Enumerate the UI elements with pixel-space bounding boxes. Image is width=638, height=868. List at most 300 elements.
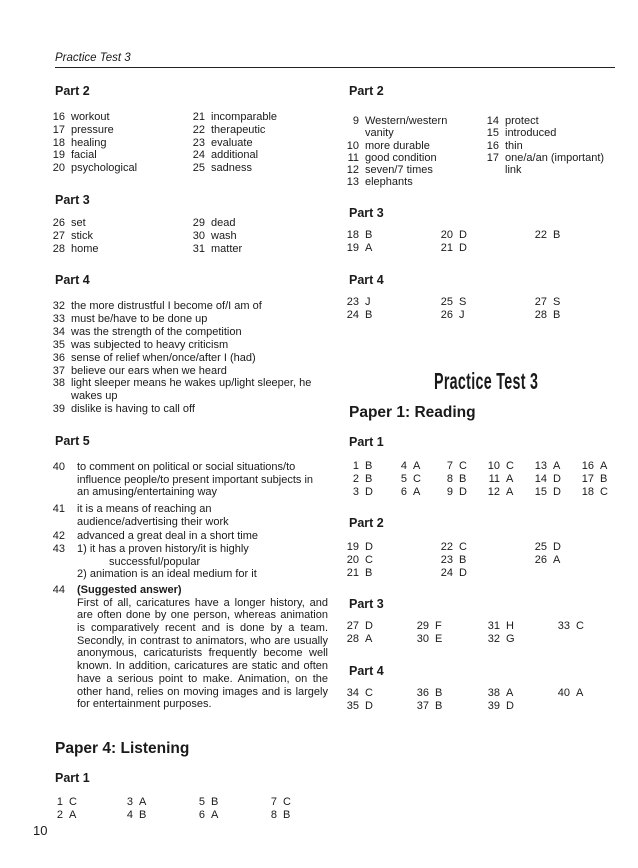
item-number: 21	[346, 567, 359, 579]
item-answer: matter	[211, 242, 243, 255]
item-answer: G	[506, 633, 515, 645]
list-item	[187, 217, 242, 230]
item-answer: B	[435, 687, 443, 699]
item-number: 15	[486, 127, 499, 140]
item-number: 14	[486, 115, 499, 127]
item-number: 28	[346, 633, 359, 645]
item-number: 33	[52, 312, 65, 325]
answer-40	[47, 461, 327, 499]
item-answer: wash	[211, 229, 237, 242]
item-answer: C	[459, 460, 467, 472]
answer-item	[482, 486, 513, 499]
answer-item	[341, 229, 372, 242]
answer-item	[341, 486, 373, 499]
answer-item	[529, 296, 560, 309]
item-answer: introduced	[505, 127, 557, 140]
answer-item	[389, 460, 420, 473]
list-item	[341, 140, 447, 152]
answer-item	[482, 460, 514, 473]
item-answer: A	[139, 796, 147, 808]
item-answer: J	[365, 296, 371, 308]
answer-item	[435, 473, 466, 486]
item-answer: A	[69, 809, 77, 821]
item-answer: C	[69, 796, 77, 808]
item-answer: D	[506, 700, 514, 712]
list-item	[481, 152, 604, 164]
paper4-part1-answers	[45, 796, 315, 826]
item-number: 26	[440, 308, 453, 321]
item-answer: D	[553, 486, 561, 498]
answer-item	[45, 796, 77, 809]
item-number: 7	[446, 460, 453, 472]
list-item	[481, 164, 604, 176]
item-number: 8	[446, 473, 453, 485]
item-number: 16	[486, 139, 499, 152]
answer-42	[47, 530, 327, 543]
item-answer: D	[365, 620, 373, 632]
item-answer: H	[506, 620, 514, 632]
item-answer: A	[365, 241, 373, 254]
paper4-title: Paper 4: Listening	[55, 740, 190, 757]
left-part5-title: Part 5	[55, 434, 90, 448]
answer-item	[529, 554, 560, 567]
item-number: 10	[487, 460, 500, 472]
answer-item	[341, 242, 372, 255]
answer-44-label: (Suggested answer)	[77, 584, 182, 596]
answer-item	[411, 700, 442, 713]
item-number: 5	[400, 473, 407, 485]
list-item	[47, 162, 137, 175]
item-answer: B	[459, 554, 467, 566]
paper1-part2-answers	[341, 541, 626, 583]
item-number: 4	[126, 809, 133, 821]
answer-item	[435, 296, 466, 309]
answer-item	[552, 620, 584, 633]
answer-44-text: First of all, caricatures have a longer history, and are often done by one person, whereas animation is comparatively recent and is done by a team. Secondly, in contrast to animators, who are usually anonymous, caricaturists frequently become well known. In addition, caricatures are static and often have a serious point to make. Animation, on the other hand, relies on moving images and is largely for entertainment purposes.	[77, 596, 328, 711]
answer-43-line2: successful/popular	[109, 555, 201, 568]
paper1-title: Paper 1: Reading	[349, 404, 476, 421]
item-number: 30	[192, 229, 205, 242]
item-number: 22	[534, 229, 547, 241]
item-answer: S	[553, 296, 561, 308]
answer-43-number: 43	[52, 543, 65, 555]
item-number: 20	[440, 229, 453, 241]
answer-43-line1: 1) it has a proven history/it is highly	[77, 543, 249, 555]
answer-item	[529, 473, 561, 486]
item-number: 27	[534, 296, 547, 308]
item-number: 9	[446, 486, 453, 498]
list-item	[341, 127, 447, 139]
running-head: Practice Test 3	[55, 52, 131, 64]
item-number: 16	[581, 460, 594, 472]
item-answer: D	[365, 541, 373, 553]
list-item	[187, 137, 277, 150]
list-item	[47, 149, 137, 162]
answer-item	[115, 809, 146, 822]
item-answer: sadness	[211, 162, 252, 175]
answer-41-number: 41	[52, 503, 65, 515]
item-number: 37	[416, 700, 429, 712]
list-item	[47, 313, 311, 326]
item-answer: S	[459, 296, 467, 308]
item-answer: wakes up	[71, 390, 118, 403]
paper1-part1-answers	[341, 460, 626, 502]
item-answer: psychological	[71, 162, 138, 175]
item-number: 7	[270, 796, 277, 808]
left-part2-title: Part 2	[55, 84, 90, 98]
item-number: 1	[352, 460, 359, 472]
item-answer: F	[435, 620, 442, 632]
paper1-part2-title: Part 2	[349, 516, 384, 530]
answer-item	[187, 796, 218, 809]
item-number: 12	[487, 486, 500, 498]
item-answer: pressure	[71, 123, 114, 136]
item-number: 33	[557, 620, 570, 632]
item-number: 28	[534, 308, 547, 321]
item-number: 38	[487, 687, 500, 699]
list-item	[187, 111, 277, 124]
item-answer: C	[283, 796, 291, 808]
answer-item	[435, 460, 467, 473]
item-answer: B	[553, 308, 561, 321]
left-part2-col1	[47, 111, 137, 175]
list-item	[187, 162, 277, 175]
item-answer: A	[365, 633, 373, 645]
answer-item	[482, 687, 513, 700]
item-answer: additional	[211, 149, 259, 162]
paper4-part1-title: Part 1	[55, 771, 90, 785]
answer-43	[47, 543, 327, 581]
answer-item	[411, 633, 442, 646]
item-number: 3	[352, 486, 359, 498]
right-part2-col2	[481, 115, 604, 176]
item-answer: A	[506, 486, 514, 498]
item-answer: healing	[71, 136, 107, 149]
item-number: 25	[192, 162, 205, 175]
answer-item	[341, 687, 373, 700]
item-answer: workout	[71, 111, 110, 123]
answer-item	[341, 296, 371, 309]
item-answer: A	[553, 460, 561, 472]
item-number: 20	[346, 554, 359, 566]
item-answer: D	[459, 486, 467, 498]
item-answer: thin	[505, 139, 523, 152]
item-number: 24	[346, 308, 359, 321]
item-answer: C	[506, 460, 514, 472]
item-answer: B	[211, 796, 219, 808]
item-number: 26	[52, 217, 65, 229]
item-answer: the more distrustful I become of/I am of	[71, 300, 262, 312]
item-answer: Western/western	[365, 115, 448, 127]
item-number: 2	[352, 473, 359, 485]
answer-item	[389, 473, 421, 486]
answer-item	[576, 473, 607, 486]
item-answer: D	[459, 241, 467, 254]
item-number: 18	[581, 486, 594, 498]
right-part4-answers	[341, 296, 611, 326]
paper1-part4-title: Part 4	[349, 664, 384, 678]
item-number: 27	[52, 229, 65, 242]
list-item	[47, 390, 311, 403]
item-answer: D	[553, 541, 561, 553]
list-item	[187, 124, 277, 137]
answer-item	[341, 473, 372, 486]
list-item	[341, 164, 447, 176]
item-answer: A	[211, 809, 219, 821]
answer-item	[435, 486, 467, 499]
item-number: 5	[198, 796, 205, 808]
item-number: 30	[416, 633, 429, 645]
item-answer: A	[553, 554, 561, 566]
item-answer: was subjected to heavy criticism	[71, 338, 229, 351]
item-answer: link	[505, 164, 522, 177]
item-answer: protect	[505, 115, 539, 127]
item-answer: A	[506, 687, 514, 699]
right-part3-title: Part 3	[349, 206, 384, 220]
item-number: 23	[440, 554, 453, 566]
item-answer: B	[365, 567, 373, 579]
answer-item	[435, 242, 467, 255]
list-item	[481, 140, 604, 152]
item-number: 39	[52, 403, 65, 416]
item-answer: D	[553, 473, 561, 485]
answer-item	[341, 633, 372, 646]
answer-item	[411, 620, 442, 633]
item-number: 19	[346, 241, 359, 254]
item-number: 15	[534, 486, 547, 498]
answer-item	[435, 554, 466, 567]
item-answer: B	[553, 229, 561, 241]
answer-item	[529, 309, 560, 322]
paper1-part4-answers	[341, 687, 626, 717]
list-item	[47, 243, 99, 256]
practice-test-title: Practice Test 3	[434, 368, 539, 394]
list-item	[47, 137, 137, 150]
item-number: 32	[52, 300, 65, 312]
item-answer: more durable	[365, 139, 430, 152]
item-number: 37	[52, 364, 65, 377]
item-answer: B	[365, 229, 373, 241]
answer-item	[341, 700, 373, 713]
answer-item	[259, 796, 291, 809]
answer-item	[341, 554, 373, 567]
item-number: 40	[557, 687, 570, 699]
list-item	[47, 230, 99, 243]
list-item	[481, 115, 604, 127]
answer-40-text: to comment on political or social situations/to influence people/to present important subjects in an amusing/entertaining way	[77, 461, 314, 499]
item-number: 22	[192, 123, 205, 136]
item-number: 11	[488, 473, 500, 485]
item-number: 36	[52, 351, 65, 364]
item-number: 1	[56, 796, 63, 808]
item-number: 34	[52, 325, 65, 338]
item-number: 23	[192, 136, 205, 149]
item-number: 14	[534, 473, 547, 485]
list-item	[47, 111, 137, 124]
answer-item	[482, 700, 514, 713]
left-part4-title: Part 4	[55, 273, 90, 287]
right-part2-col1	[341, 115, 447, 189]
item-number: 35	[346, 700, 359, 712]
answer-item	[341, 460, 372, 473]
item-answer: A	[576, 687, 584, 699]
item-answer: dislike is having to call off	[71, 403, 195, 416]
item-answer: home	[71, 242, 99, 255]
item-answer: B	[459, 473, 467, 485]
item-number: 17	[52, 123, 65, 136]
item-answer: must be/have to be done up	[71, 312, 208, 325]
item-number: 12	[346, 164, 359, 177]
item-answer: good condition	[365, 151, 437, 164]
item-answer: believe our ears when we heard	[71, 364, 227, 377]
item-number: 6	[198, 809, 205, 821]
item-number: 31	[192, 242, 205, 255]
answer-item	[411, 687, 442, 700]
list-item	[47, 217, 99, 230]
item-number: 17	[486, 151, 499, 164]
answer-42-number: 42	[52, 530, 65, 542]
item-answer: B	[365, 308, 373, 321]
item-answer: was the strength of the competition	[71, 325, 242, 338]
answer-42-text: advanced a great deal in a short time	[77, 530, 259, 542]
item-number: 22	[440, 541, 453, 553]
item-answer: D	[365, 486, 373, 498]
item-number: 2	[56, 809, 63, 821]
item-number: 23	[346, 296, 359, 308]
item-number: 18	[52, 136, 65, 149]
item-answer: D	[459, 229, 467, 241]
answer-item	[341, 620, 373, 633]
list-item	[187, 149, 277, 162]
item-number: 16	[52, 111, 65, 123]
item-answer: A	[506, 473, 514, 485]
item-answer: A	[413, 486, 421, 498]
item-number: 26	[534, 554, 547, 566]
item-number: 21	[440, 241, 453, 254]
left-part4-list	[47, 300, 311, 416]
item-number: 6	[400, 486, 407, 498]
item-number: 38	[52, 377, 65, 390]
item-number: 19	[346, 541, 359, 553]
list-item	[187, 243, 242, 256]
item-answer: therapeutic	[211, 123, 266, 136]
item-number: 35	[52, 338, 65, 351]
item-number: 20	[52, 162, 65, 175]
answer-item	[482, 633, 515, 646]
right-part4-title: Part 4	[349, 273, 384, 287]
item-answer: dead	[211, 217, 236, 229]
answer-item	[576, 486, 608, 499]
list-item	[341, 176, 447, 188]
left-part3-title: Part 3	[55, 193, 90, 207]
item-answer: D	[365, 700, 373, 712]
list-item	[47, 403, 311, 416]
item-answer: seven/7 times	[365, 164, 433, 177]
item-answer: B	[600, 473, 608, 485]
item-number: 36	[416, 687, 429, 699]
item-answer: E	[435, 633, 443, 645]
answer-item	[435, 541, 467, 554]
item-number: 39	[487, 700, 500, 712]
list-item	[47, 352, 311, 365]
list-item	[47, 326, 311, 339]
answer-item	[45, 809, 76, 822]
item-number: 28	[52, 242, 65, 255]
answer-44	[47, 584, 328, 711]
item-answer: D	[459, 567, 467, 579]
paper1-part1-title: Part 1	[349, 435, 384, 449]
item-number: 24	[192, 149, 205, 162]
item-answer: incomparable	[211, 111, 278, 123]
answer-item	[389, 486, 420, 499]
list-item	[481, 127, 604, 139]
item-number: 31	[487, 620, 500, 632]
item-answer: vanity	[365, 127, 394, 140]
answer-40-number: 40	[52, 461, 65, 473]
item-number: 11	[347, 151, 359, 164]
item-answer: one/a/an (important)	[505, 151, 605, 164]
answer-41	[47, 503, 327, 528]
answer-item	[435, 309, 465, 322]
answer-item	[529, 541, 561, 554]
item-answer: stick	[71, 229, 93, 242]
paper1-part3-title: Part 3	[349, 597, 384, 611]
item-number: 32	[487, 633, 500, 645]
item-answer: J	[459, 308, 465, 321]
right-part3-answers	[341, 229, 611, 259]
answer-item	[435, 567, 467, 580]
item-number: 25	[534, 541, 547, 553]
item-number: 13	[534, 460, 547, 472]
left-part3-col1	[47, 217, 99, 255]
item-answer: C	[600, 486, 608, 498]
list-item	[47, 300, 311, 313]
item-number: 21	[192, 111, 205, 123]
item-number: 34	[346, 687, 359, 699]
item-number: 29	[192, 217, 205, 229]
answer-item	[435, 229, 467, 242]
list-item	[341, 152, 447, 164]
item-answer: elephants	[365, 176, 413, 189]
item-answer: C	[365, 687, 373, 699]
item-number: 10	[346, 139, 359, 152]
answer-item	[341, 309, 372, 322]
answer-44-number: 44	[52, 584, 65, 596]
answer-item	[341, 567, 372, 580]
item-number: 13	[346, 176, 359, 189]
answer-43-line3: 2) animation is an ideal medium for it	[77, 568, 257, 581]
item-answer: B	[139, 809, 147, 821]
list-item	[47, 365, 311, 378]
item-number: 25	[440, 296, 453, 308]
answer-item	[576, 460, 607, 473]
answer-item	[529, 486, 561, 499]
right-part2-title: Part 2	[349, 84, 384, 98]
item-number: 27	[346, 620, 359, 632]
list-item	[47, 339, 311, 352]
item-answer: B	[365, 460, 373, 472]
list-item	[47, 124, 137, 137]
list-item	[47, 377, 311, 390]
item-answer: set	[71, 217, 86, 229]
page-number: 10	[33, 823, 48, 838]
item-answer: C	[576, 620, 584, 632]
item-number: 18	[346, 229, 359, 241]
list-item	[187, 230, 242, 243]
header-rule	[55, 67, 615, 68]
item-number: 24	[440, 567, 453, 579]
answer-item	[529, 229, 560, 242]
